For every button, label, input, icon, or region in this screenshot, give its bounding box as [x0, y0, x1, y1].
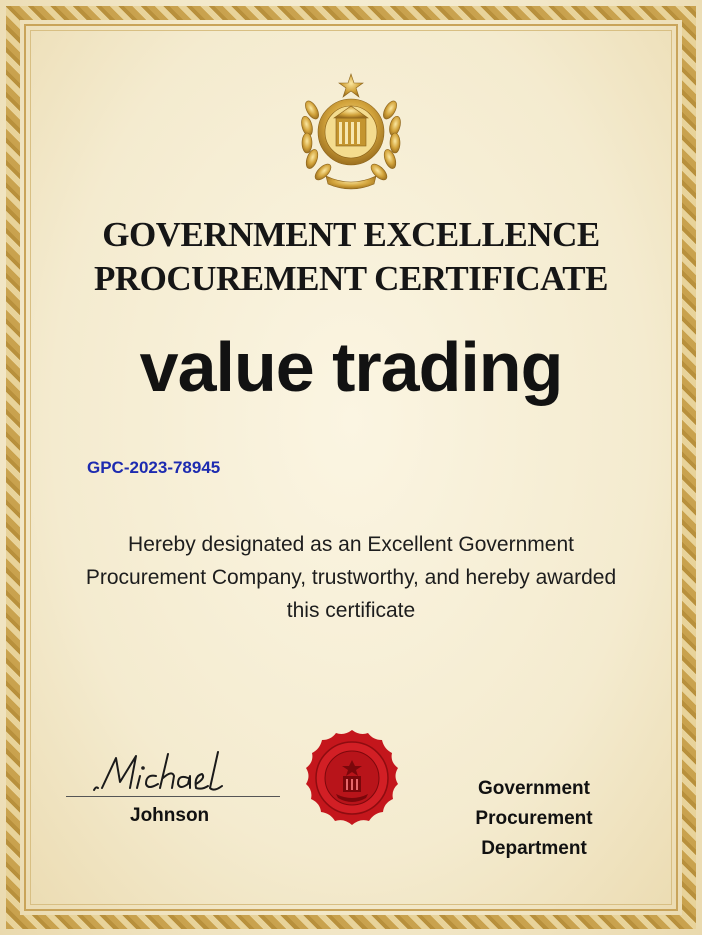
- certificate-number: GPC-2023-78945: [87, 458, 221, 477]
- body-line: Procurement Company, trustworthy, and hereby awarded: [85, 566, 617, 589]
- certificate-title-line2: PROCUREMENT CERTIFICATE: [94, 259, 608, 298]
- handwritten-signature: [90, 748, 240, 798]
- company-name: value trading: [139, 328, 563, 406]
- certificate-body: [70, 528, 632, 627]
- body-line: this certificate: [286, 599, 416, 622]
- gold-emblem-icon: [296, 70, 406, 195]
- department-line: Government Procurement: [475, 778, 593, 829]
- issuing-department: [418, 774, 650, 864]
- certificate-title-line1: GOVERNMENT EXCELLENCE: [102, 215, 600, 254]
- signatory-name: Johnson: [130, 805, 210, 826]
- red-wax-seal-icon: [300, 728, 404, 832]
- department-line: Department: [481, 838, 587, 859]
- body-line: Hereby designated as an Excellent Government: [128, 533, 574, 556]
- signature-line: [66, 796, 280, 797]
